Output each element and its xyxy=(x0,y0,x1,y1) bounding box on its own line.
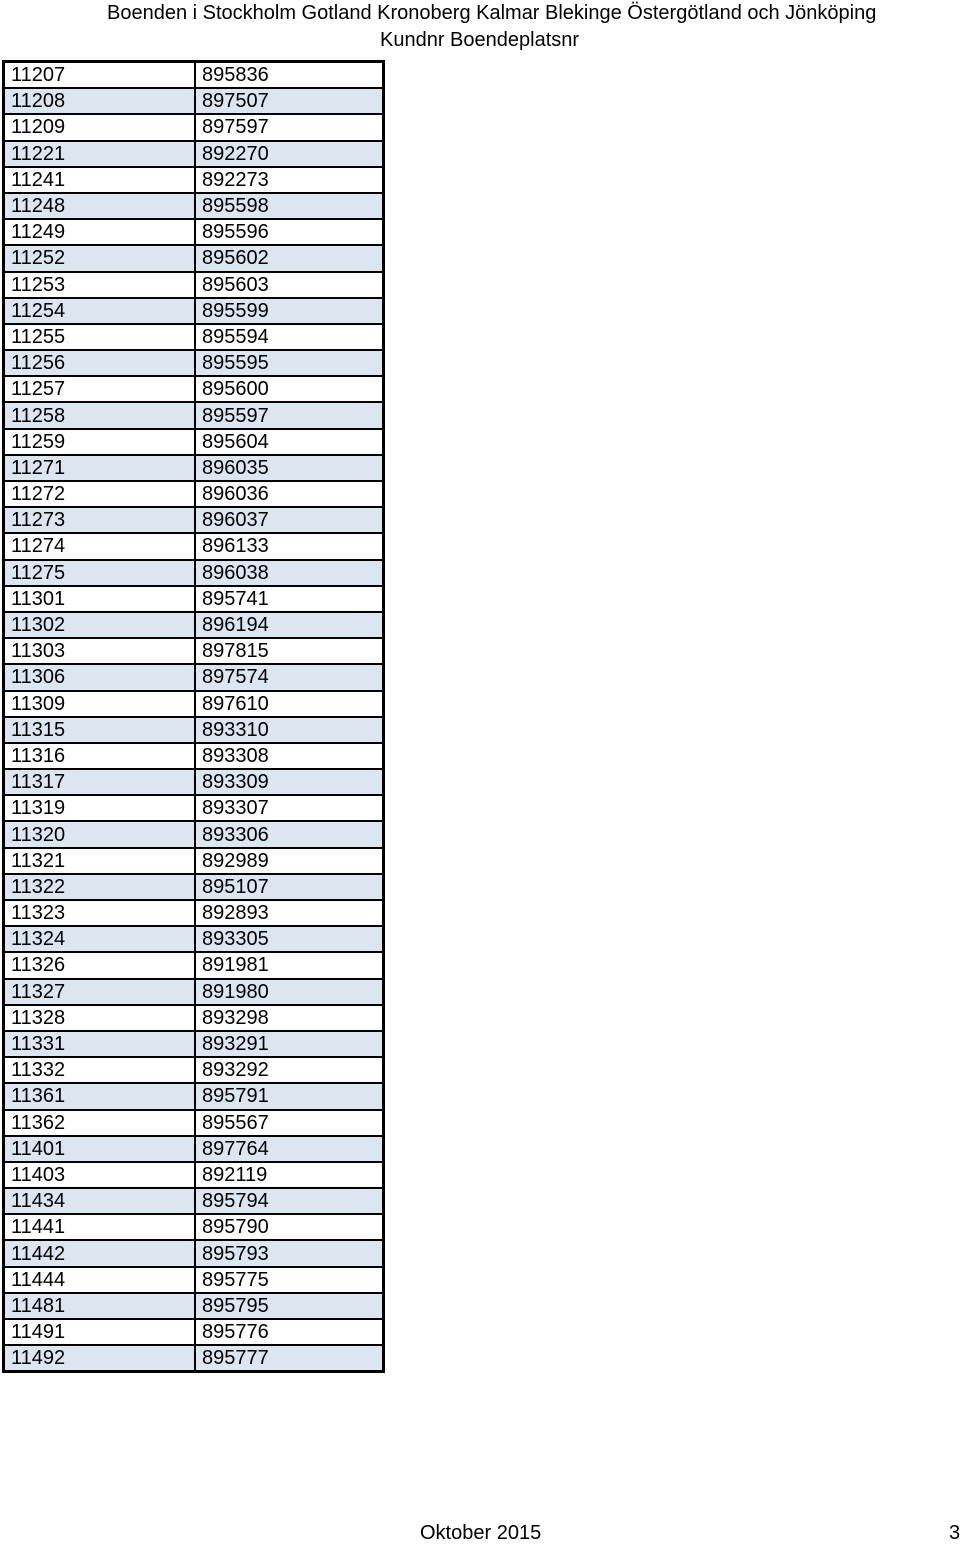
table-row xyxy=(4,586,384,612)
boendeplatsnr-cell: 895599 xyxy=(195,298,384,324)
boendeplatsnr-cell: 896133 xyxy=(195,533,384,559)
kundnr-cell: 11258 xyxy=(4,402,196,428)
boendeplatsnr-cell: 895790 xyxy=(195,1214,384,1240)
table-row xyxy=(4,1110,384,1136)
kundnr-cell: 11361 xyxy=(4,1083,196,1109)
boendeplatsnr-cell: 895602 xyxy=(195,245,384,271)
boendeplatsnr-cell: 895596 xyxy=(195,219,384,245)
kundnr-cell: 11254 xyxy=(4,298,196,324)
kundnr-cell: 11442 xyxy=(4,1240,196,1266)
kundnr-cell: 11302 xyxy=(4,612,196,638)
boendeplatsnr-cell: 895777 xyxy=(195,1345,384,1372)
kundnr-cell: 11221 xyxy=(4,141,196,167)
table-row xyxy=(4,167,384,193)
boendeplatsnr-cell: 896036 xyxy=(195,481,384,507)
table-row xyxy=(4,1319,384,1345)
kundnr-cell: 11248 xyxy=(4,193,196,219)
table-row xyxy=(4,952,384,978)
kundnr-cell: 11434 xyxy=(4,1188,196,1214)
boendeplatsnr-cell: 895793 xyxy=(195,1240,384,1266)
boendeplatsnr-cell: 893309 xyxy=(195,769,384,795)
boendeplatsnr-cell: 897507 xyxy=(195,88,384,114)
boendeplatsnr-cell: 893291 xyxy=(195,1031,384,1057)
boendeplatsnr-cell: 892119 xyxy=(195,1162,384,1188)
table-row xyxy=(4,272,384,298)
table-row xyxy=(4,1188,384,1214)
table-row xyxy=(4,429,384,455)
kundnr-cell: 11301 xyxy=(4,586,196,612)
table-row xyxy=(4,193,384,219)
boendeplatsnr-cell: 897597 xyxy=(195,114,384,140)
table-row xyxy=(4,1267,384,1293)
table-row xyxy=(4,507,384,533)
table-row xyxy=(4,1031,384,1057)
data-table xyxy=(2,60,385,1373)
boendeplatsnr-cell: 891980 xyxy=(195,979,384,1005)
kundnr-cell: 11241 xyxy=(4,167,196,193)
kundnr-cell: 11403 xyxy=(4,1162,196,1188)
kundnr-cell: 11401 xyxy=(4,1136,196,1162)
kundnr-cell: 11319 xyxy=(4,795,196,821)
kundnr-cell: 11324 xyxy=(4,926,196,952)
boendeplatsnr-cell: 895603 xyxy=(195,272,384,298)
kundnr-cell: 11316 xyxy=(4,743,196,769)
boendeplatsnr-cell: 895794 xyxy=(195,1188,384,1214)
kundnr-cell: 11257 xyxy=(4,376,196,402)
kundnr-cell: 11321 xyxy=(4,848,196,874)
table-row xyxy=(4,1293,384,1319)
boendeplatsnr-cell: 893307 xyxy=(195,795,384,821)
boendeplatsnr-cell: 895795 xyxy=(195,1293,384,1319)
table-row xyxy=(4,402,384,428)
kundnr-cell: 11271 xyxy=(4,455,196,481)
kundnr-cell: 11331 xyxy=(4,1031,196,1057)
boendeplatsnr-cell: 896035 xyxy=(195,455,384,481)
column-headers: Kundnr Boendeplatsnr xyxy=(380,29,580,51)
table-row xyxy=(4,900,384,926)
boendeplatsnr-cell: 895595 xyxy=(195,350,384,376)
boendeplatsnr-cell: 896038 xyxy=(195,560,384,586)
table-row xyxy=(4,1162,384,1188)
table-row xyxy=(4,324,384,350)
kundnr-cell: 11326 xyxy=(4,952,196,978)
table-row xyxy=(4,979,384,1005)
boendeplatsnr-cell: 893310 xyxy=(195,717,384,743)
boendeplatsnr-cell: 895600 xyxy=(195,376,384,402)
boendeplatsnr-cell: 891981 xyxy=(195,952,384,978)
table-row xyxy=(4,612,384,638)
kundnr-cell: 11273 xyxy=(4,507,196,533)
boendeplatsnr-cell: 892273 xyxy=(195,167,384,193)
boendeplatsnr-cell: 897764 xyxy=(195,1136,384,1162)
kundnr-cell: 11444 xyxy=(4,1267,196,1293)
table-row xyxy=(4,1057,384,1083)
table-row xyxy=(4,769,384,795)
table-row xyxy=(4,1136,384,1162)
kundnr-cell: 11320 xyxy=(4,821,196,847)
boendeplatsnr-cell: 895791 xyxy=(195,1083,384,1109)
kundnr-cell: 11328 xyxy=(4,1005,196,1031)
kundnr-cell: 11255 xyxy=(4,324,196,350)
kundnr-cell: 11491 xyxy=(4,1319,196,1345)
table-row xyxy=(4,114,384,140)
table-row xyxy=(4,1345,384,1372)
boendeplatsnr-cell: 897815 xyxy=(195,638,384,664)
boendeplatsnr-cell: 895598 xyxy=(195,193,384,219)
boendeplatsnr-cell: 895107 xyxy=(195,874,384,900)
table-row xyxy=(4,245,384,271)
kundnr-cell: 11323 xyxy=(4,900,196,926)
boendeplatsnr-cell: 897610 xyxy=(195,691,384,717)
kundnr-cell: 11207 xyxy=(4,62,196,89)
kundnr-cell: 11253 xyxy=(4,272,196,298)
kundnr-cell: 11481 xyxy=(4,1293,196,1319)
kundnr-cell: 11272 xyxy=(4,481,196,507)
boendeplatsnr-cell: 895741 xyxy=(195,586,384,612)
boendeplatsnr-cell: 895604 xyxy=(195,429,384,455)
table-row xyxy=(4,533,384,559)
table-row xyxy=(4,141,384,167)
kundnr-cell: 11259 xyxy=(4,429,196,455)
kundnr-cell: 11332 xyxy=(4,1057,196,1083)
table-row xyxy=(4,1214,384,1240)
boendeplatsnr-cell: 895597 xyxy=(195,402,384,428)
table-row xyxy=(4,376,384,402)
table-row xyxy=(4,638,384,664)
table-row xyxy=(4,743,384,769)
kundnr-cell: 11249 xyxy=(4,219,196,245)
boendeplatsnr-cell: 893305 xyxy=(195,926,384,952)
kundnr-cell: 11306 xyxy=(4,664,196,690)
table-row xyxy=(4,298,384,324)
boendeplatsnr-cell: 895775 xyxy=(195,1267,384,1293)
table-row xyxy=(4,1083,384,1109)
boendeplatsnr-cell: 893298 xyxy=(195,1005,384,1031)
table-body xyxy=(4,62,384,1372)
table-row xyxy=(4,795,384,821)
boendeplatsnr-cell: 895567 xyxy=(195,1110,384,1136)
table-row xyxy=(4,560,384,586)
boendeplatsnr-cell: 893308 xyxy=(195,743,384,769)
kundnr-cell: 11322 xyxy=(4,874,196,900)
kundnr-cell: 11275 xyxy=(4,560,196,586)
table-row xyxy=(4,691,384,717)
boendeplatsnr-cell: 893292 xyxy=(195,1057,384,1083)
boendeplatsnr-cell: 897574 xyxy=(195,664,384,690)
table-row xyxy=(4,350,384,376)
table-row xyxy=(4,926,384,952)
table-row xyxy=(4,1005,384,1031)
table-row xyxy=(4,455,384,481)
kundnr-cell: 11309 xyxy=(4,691,196,717)
boendeplatsnr-cell: 895836 xyxy=(195,62,384,89)
table-row xyxy=(4,664,384,690)
boendeplatsnr-cell: 895776 xyxy=(195,1319,384,1345)
boendeplatsnr-cell: 896037 xyxy=(195,507,384,533)
table-row xyxy=(4,62,384,89)
kundnr-cell: 11208 xyxy=(4,88,196,114)
kundnr-cell: 11327 xyxy=(4,979,196,1005)
table-row xyxy=(4,848,384,874)
page-title: Boenden i Stockholm Gotland Kronoberg Kalmar Blekinge Östergötland och Jönköping xyxy=(107,2,877,24)
page-number: 3 xyxy=(949,1522,960,1544)
footer-date: Oktober 2015 xyxy=(420,1522,542,1544)
kundnr-cell: 11256 xyxy=(4,350,196,376)
kundnr-cell: 11303 xyxy=(4,638,196,664)
table-row xyxy=(4,88,384,114)
kundnr-cell: 11252 xyxy=(4,245,196,271)
kundnr-cell: 11274 xyxy=(4,533,196,559)
table-row xyxy=(4,717,384,743)
boendeplatsnr-cell: 892989 xyxy=(195,848,384,874)
boendeplatsnr-cell: 893306 xyxy=(195,821,384,847)
kundnr-cell: 11209 xyxy=(4,114,196,140)
boendeplatsnr-cell: 892270 xyxy=(195,141,384,167)
kundnr-cell: 11362 xyxy=(4,1110,196,1136)
kundnr-cell: 11492 xyxy=(4,1345,196,1372)
kundnr-cell: 11315 xyxy=(4,717,196,743)
boendeplatsnr-cell: 892893 xyxy=(195,900,384,926)
boendeplatsnr-cell: 896194 xyxy=(195,612,384,638)
kundnr-cell: 11441 xyxy=(4,1214,196,1240)
table-row xyxy=(4,481,384,507)
table-row xyxy=(4,1240,384,1266)
table-row xyxy=(4,821,384,847)
boendeplatsnr-cell: 895594 xyxy=(195,324,384,350)
table-row xyxy=(4,874,384,900)
table-row xyxy=(4,219,384,245)
kundnr-cell: 11317 xyxy=(4,769,196,795)
